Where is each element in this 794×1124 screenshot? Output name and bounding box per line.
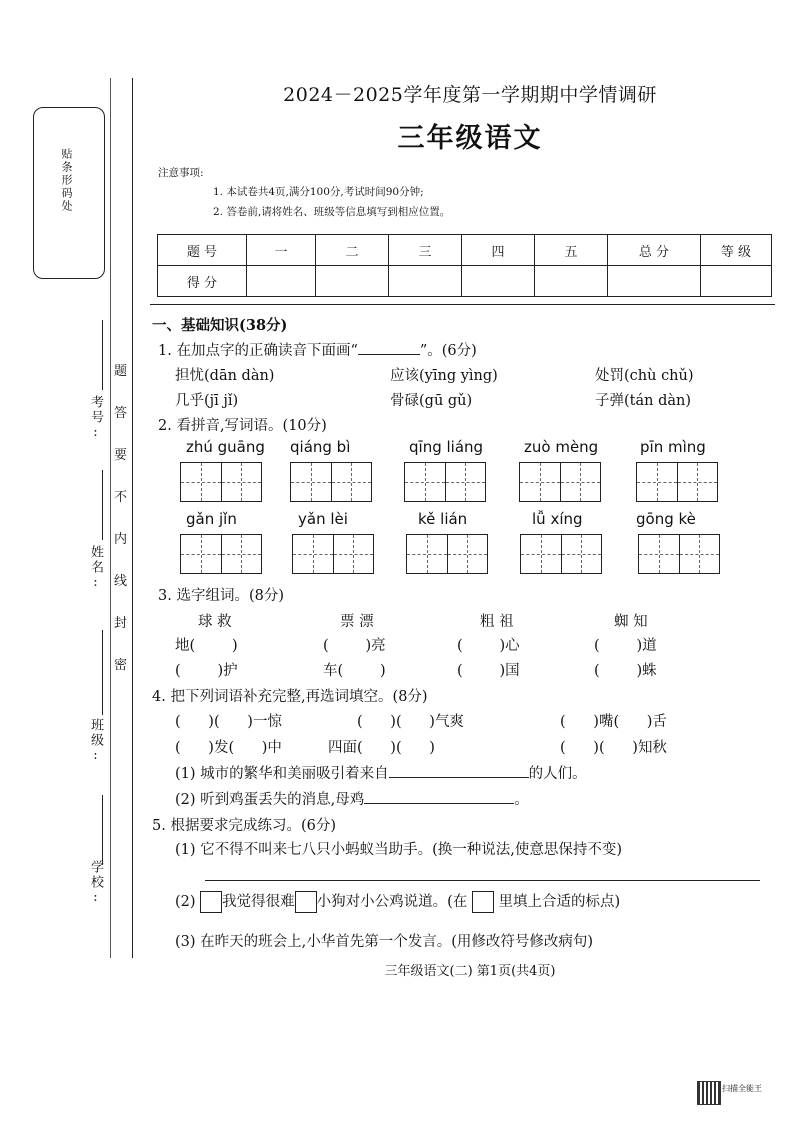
table-header: 等 级 [701, 235, 772, 266]
q2-stem: 2. 看拼音,写词语。(10分) [158, 418, 327, 434]
q5-item-2 [175, 890, 620, 913]
note-item: 2. 答卷前,请将姓名、班级等信息填写到相应位置。 [213, 206, 451, 218]
qr-code-icon [697, 1081, 721, 1105]
seal-char: 要 [114, 448, 128, 463]
score-cell[interactable] [389, 266, 462, 297]
fill-blank[interactable]: ( )国 [457, 663, 520, 679]
char-pair: 球 救 [198, 614, 232, 630]
seal-char: 密 [114, 658, 128, 673]
note-item: 1. 本试卷共4页,满分100分,考试时间90分钟; [213, 186, 424, 198]
q1-item[interactable]: 子弹(tán dàn) [595, 393, 691, 409]
pinyin: pīn mìng [640, 438, 706, 456]
table-header: 二 [316, 235, 389, 266]
table-header: 四 [462, 235, 535, 266]
q1-item[interactable]: 担忧(dān dàn) [175, 368, 275, 384]
q1-stem-end: ”。(6分) [419, 343, 477, 359]
q4-s2-text: (2) 听到鸡蛋丢失的消息,母鸡 [175, 792, 365, 808]
q1-item[interactable]: 几乎(jī jǐ) [175, 393, 239, 409]
page-footer: 三年级语文(二) 第1页(共4页) [384, 964, 556, 979]
writing-grid[interactable] [636, 462, 718, 502]
pinyin: qīng liáng [409, 438, 484, 456]
q5-item-1: (1) 它不得不叫来七八只小蚂蚁当助手。(换一种说法,使意思保持不变) [175, 842, 623, 858]
writing-grid[interactable] [519, 462, 601, 502]
number-field[interactable] [102, 320, 103, 390]
seal-char: 封 [114, 616, 128, 631]
binding-line-inner [110, 78, 111, 958]
q5-s2-text: 我觉得很难 [222, 894, 295, 910]
writing-grid[interactable] [520, 534, 602, 574]
fill-blank[interactable]: ( )心 [457, 638, 520, 654]
score-cell[interactable] [701, 266, 772, 297]
row-label: 得 分 [158, 266, 247, 297]
pinyin: gǎn jǐn [186, 510, 237, 528]
pinyin: lǚ xíng [532, 510, 583, 528]
seal-char: 不 [114, 490, 128, 505]
writing-grid[interactable] [292, 534, 374, 574]
writing-grid[interactable] [180, 462, 262, 502]
q4-s1-end: 的人们。 [528, 766, 587, 782]
q4-s1-text: (1) 城市的繁华和美丽吸引着来自 [175, 766, 389, 782]
watermark-text: 扫描全能王 [722, 1084, 762, 1093]
score-cell[interactable] [316, 266, 389, 297]
writing-grid[interactable] [406, 534, 488, 574]
idiom-blank[interactable]: ( )( )气爽 [357, 714, 464, 730]
fill-blank[interactable]: 地( ) [175, 638, 238, 654]
seal-char: 线 [114, 574, 128, 589]
q5-item-3: (3) 在昨天的班会上,小华首先第一个发言。(用修改符号修改病句) [175, 934, 594, 950]
pinyin: zhú guāng [186, 438, 265, 456]
char-pair: 粗 祖 [480, 614, 514, 630]
answer-line[interactable] [205, 880, 760, 881]
score-cell[interactable] [462, 266, 535, 297]
q4-stem: 4. 把下列词语补充完整,再选词填空。(8分) [152, 689, 428, 705]
q4-sentence-1 [175, 762, 587, 783]
q1-stem [158, 339, 477, 360]
name-label: 姓名: [88, 545, 103, 592]
fill-blank[interactable]: ( )道 [594, 638, 657, 654]
table-header: 题 号 [158, 235, 247, 266]
writing-grid[interactable] [404, 462, 486, 502]
class-label: 班级: [88, 718, 103, 765]
number-label: 考号: [88, 395, 103, 442]
q3-stem: 3. 选字组词。(8分) [158, 588, 284, 604]
subject-title: 三年级语文 [397, 123, 543, 154]
fill-blank[interactable]: ( )蛛 [594, 663, 657, 679]
punctuation-box-sample [472, 891, 494, 913]
q4-s2-end: 。 [514, 792, 529, 808]
idiom-blank[interactable]: ( )发( )中 [175, 740, 282, 756]
fill-blank[interactable]: 车( ) [323, 663, 386, 679]
idiom-blank[interactable]: 四面( )( ) [328, 740, 435, 756]
writing-grid[interactable] [180, 534, 262, 574]
school-label: 学校: [88, 860, 103, 907]
answer-line[interactable] [364, 789, 514, 804]
barcode-label: 贴条形码处 [60, 148, 73, 213]
section-title: 一、基础知识(38分) [152, 317, 288, 334]
score-table [157, 234, 772, 297]
score-cell[interactable] [608, 266, 701, 297]
idiom-blank[interactable]: ( )( )一惊 [175, 714, 282, 730]
pinyin: gōng kè [636, 510, 696, 528]
fill-blank[interactable]: ( )亮 [323, 638, 386, 654]
seal-char: 答 [114, 406, 128, 421]
class-field[interactable] [102, 630, 103, 715]
q4-sentence-2 [175, 788, 529, 809]
seal-char: 内 [114, 532, 128, 547]
q5-stem: 5. 根据要求完成练习。(6分) [152, 818, 336, 834]
answer-line[interactable] [389, 763, 529, 778]
school-field[interactable] [102, 795, 103, 865]
seal-char: 题 [114, 364, 128, 379]
table-header: 五 [535, 235, 608, 266]
notes-heading: 注意事项: [158, 167, 204, 179]
q1-item[interactable]: 骨碌(gū gǔ) [390, 393, 473, 409]
q1-item[interactable]: 处罚(chù chǔ) [595, 368, 694, 384]
q1-stem-text: 1. 在加点字的正确读音下面画“ [158, 343, 358, 359]
table-header: 总 分 [608, 235, 701, 266]
idiom-blank[interactable]: ( )( )知秋 [560, 740, 667, 756]
q5-s2-num: (2) [175, 894, 196, 910]
pinyin: qiáng bì [290, 438, 351, 456]
pinyin: yǎn lèi [298, 510, 348, 528]
punctuation-box[interactable] [295, 891, 317, 913]
table-header: 三 [389, 235, 462, 266]
score-cell[interactable] [535, 266, 608, 297]
divider [150, 304, 775, 305]
punctuation-box[interactable] [200, 891, 222, 913]
fill-blank[interactable]: ( )护 [175, 663, 238, 679]
q5-s2-end: 里填上合适的标点) [498, 894, 621, 910]
q5-s2-text: 小狗对小公鸡说道。(在 [316, 894, 468, 910]
idiom-blank[interactable]: ( )嘴( )舌 [560, 714, 667, 730]
score-cell[interactable] [247, 266, 316, 297]
barcode-area [33, 107, 105, 279]
char-pair: 票 漂 [340, 614, 374, 630]
name-field[interactable] [102, 470, 103, 540]
q1-item[interactable]: 应该(yīng yìng) [390, 368, 498, 384]
pinyin: kě lián [418, 510, 468, 528]
table-header: 一 [247, 235, 316, 266]
pinyin: zuò mèng [524, 438, 599, 456]
writing-grid[interactable] [290, 462, 372, 502]
char-pair: 蜘 知 [614, 614, 648, 630]
q1-underline-sample [358, 354, 420, 355]
binding-line [132, 78, 133, 958]
writing-grid[interactable] [638, 534, 720, 574]
exam-title: 2024－2025学年度第一学期期中学情调研 [283, 84, 657, 106]
